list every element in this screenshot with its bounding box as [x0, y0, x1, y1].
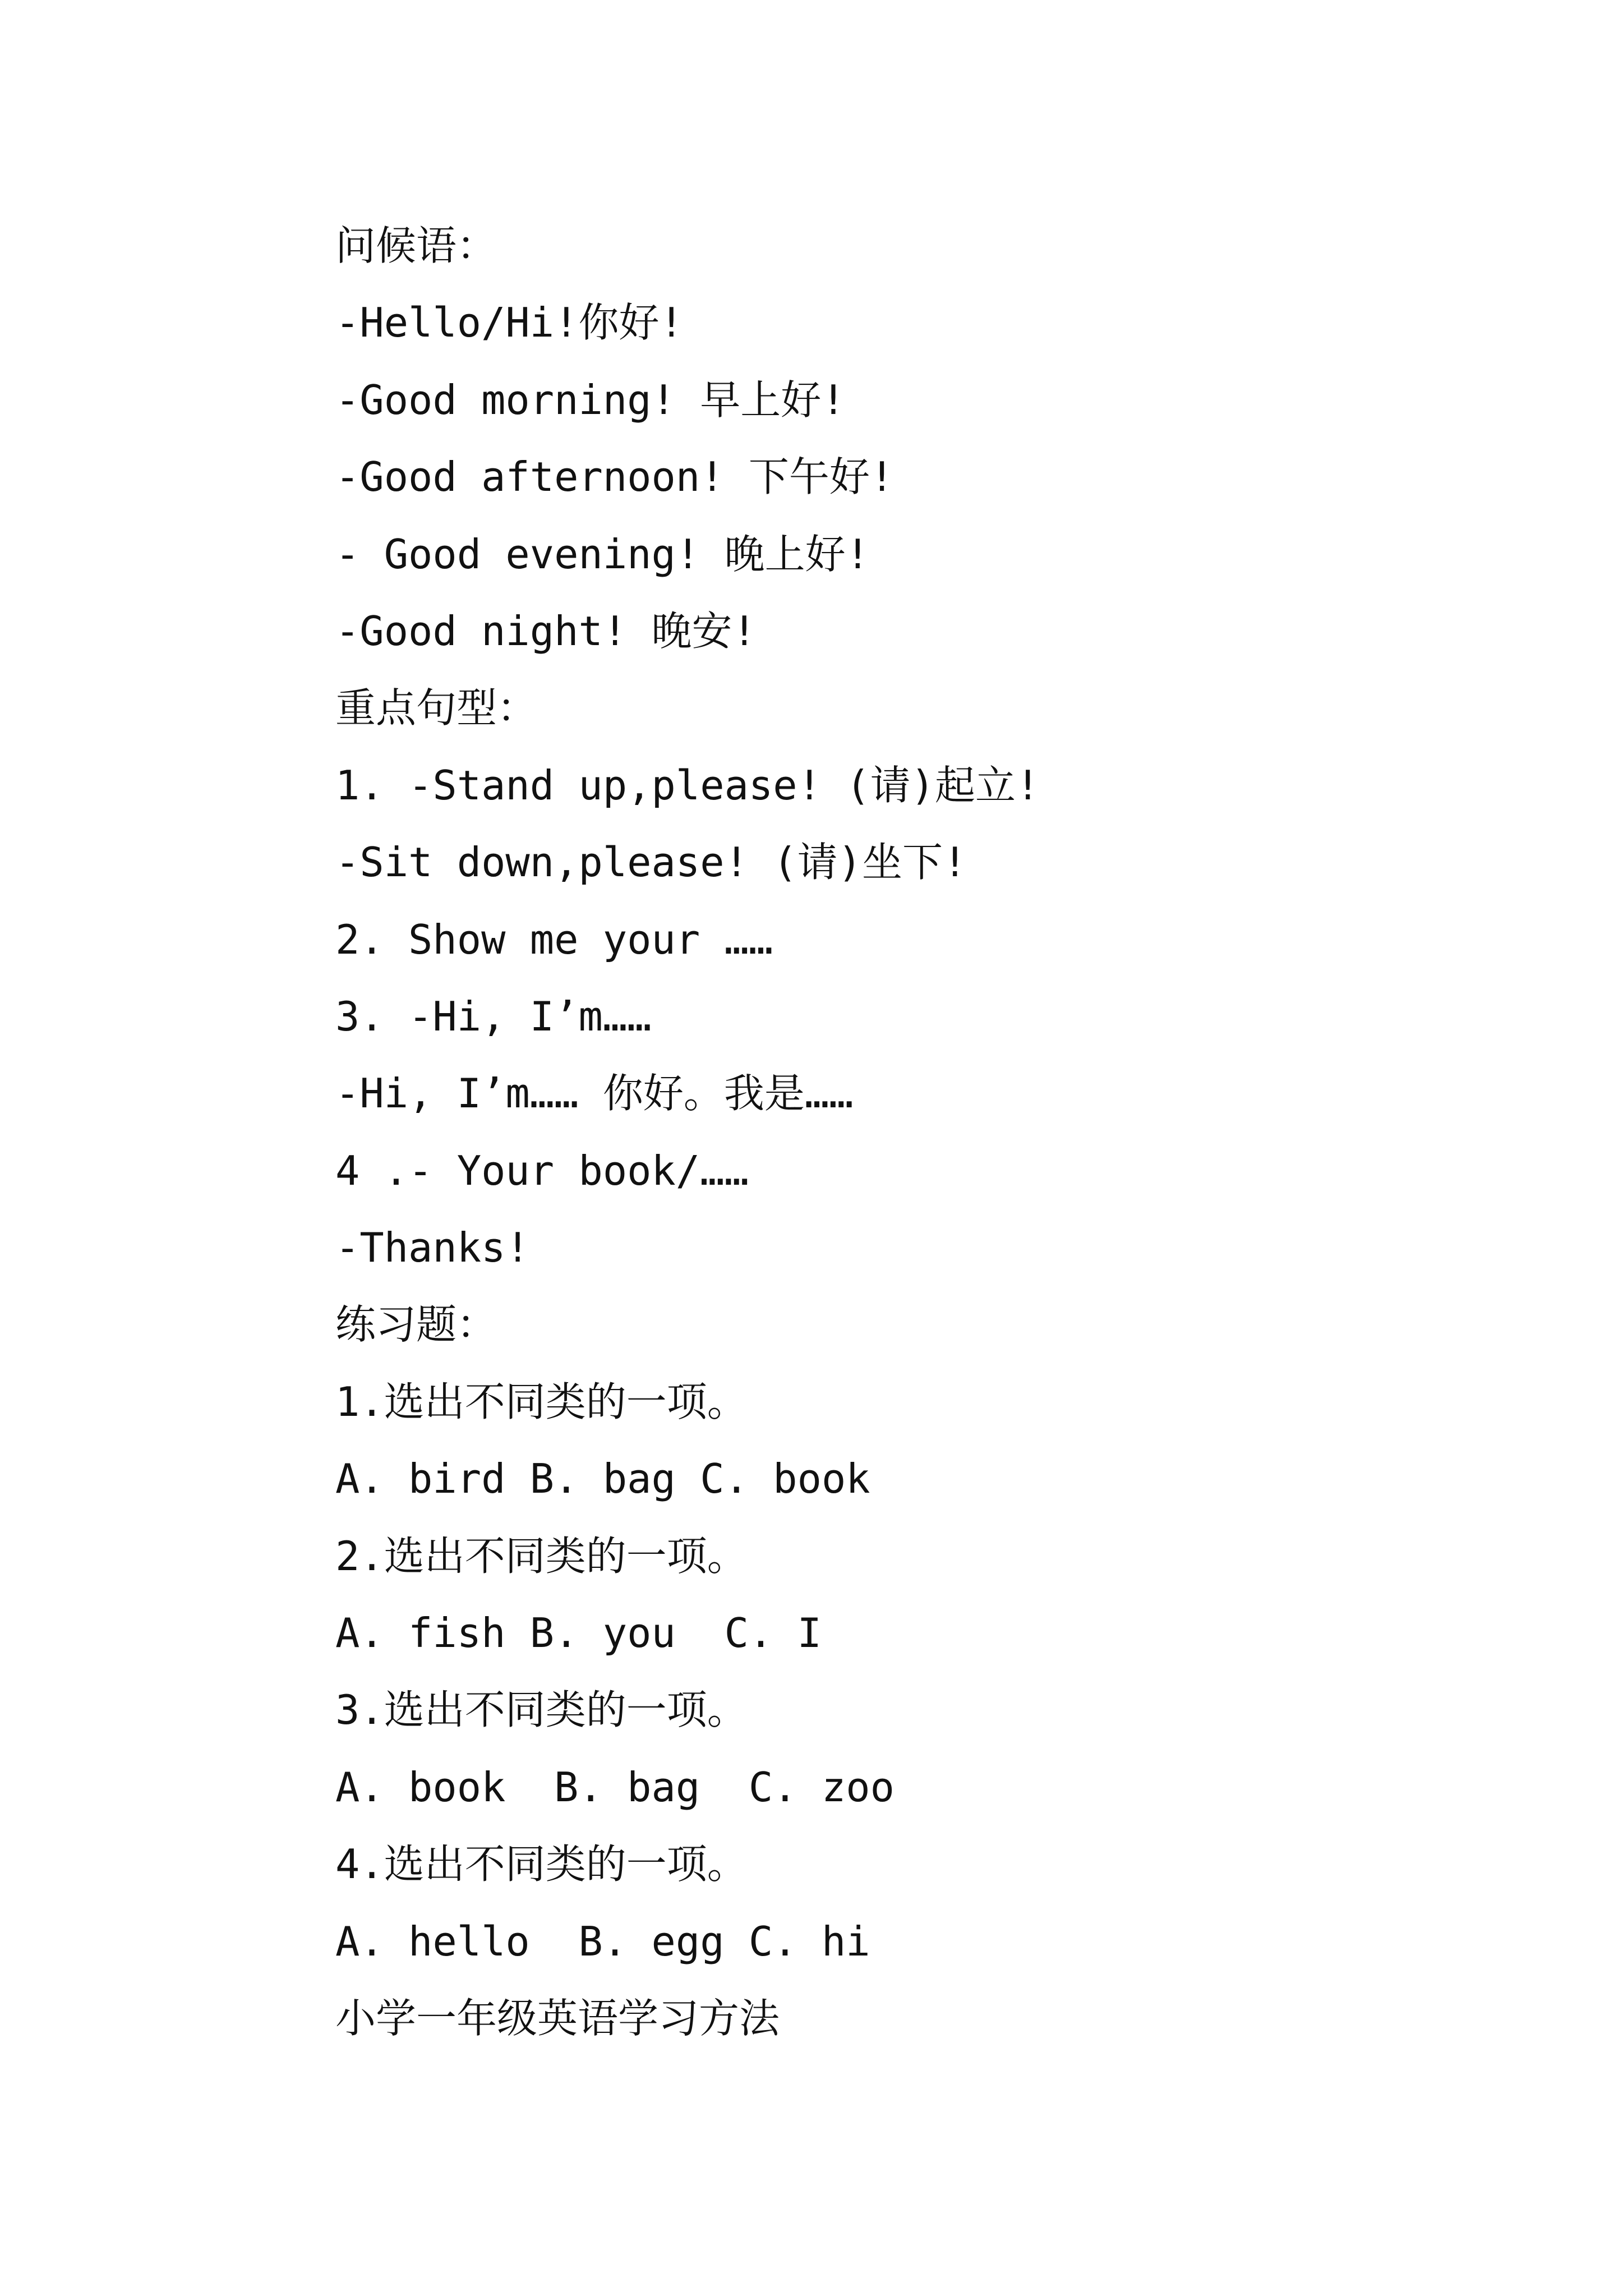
text-line: -Good afternoon! 下午好! — [335, 453, 895, 501]
text-line: 2. Show me your …… — [335, 915, 773, 963]
exercise-options: A. book B. bag C. zoo — [335, 1763, 895, 1811]
exercise-question: 1.选出不同类的一项。 — [335, 1378, 748, 1425]
exercise-question: 4.选出不同类的一项。 — [335, 1841, 748, 1888]
text-line: -Hello/Hi!你好! — [335, 299, 684, 347]
section-heading-exercises: 练习题： — [335, 1301, 497, 1349]
text-line: 1. -Stand up,please! (请)起立! — [335, 761, 1040, 809]
text-line: - Good evening! 晚上好! — [335, 530, 870, 578]
exercise-options: A. hello B. egg C. hi — [335, 1917, 870, 1965]
text-line: 3. -Hi, I’m…… — [335, 992, 652, 1040]
section-heading-study-methods: 小学一年级英语学习方法 — [335, 1994, 780, 2042]
text-line: -Good morning! 早上好! — [335, 376, 846, 424]
text-line: 4 .- Your book/…… — [335, 1147, 749, 1194]
exercise-options: A. fish B. you C. I — [335, 1609, 822, 1657]
text-line: -Good night! 晚安! — [335, 607, 757, 655]
document-body — [335, 208, 1513, 2057]
text-line: -Thanks! — [335, 1224, 530, 1272]
text-line: -Hi, I’m…… 你好。我是…… — [335, 1070, 854, 1117]
section-heading-greetings: 问候语： — [335, 222, 497, 269]
text-line: -Sit down,please! (请)坐下! — [335, 839, 967, 886]
section-heading-key-sentences: 重点句型： — [335, 684, 538, 732]
exercise-options: A. bird B. bag C. book — [335, 1455, 870, 1503]
exercise-question: 2.选出不同类的一项。 — [335, 1532, 748, 1580]
exercise-question: 3.选出不同类的一项。 — [335, 1686, 748, 1734]
